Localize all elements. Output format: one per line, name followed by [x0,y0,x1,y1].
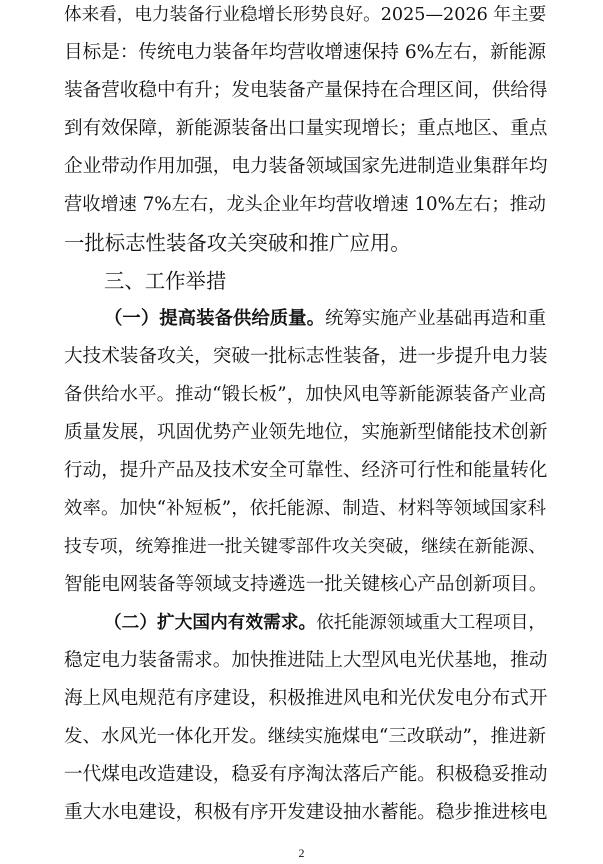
page-number: 2 [298,846,305,860]
paragraph-line: 体来看，电力装备行业稳增长形势良好。2025—2026 年主要 [64,5,547,25]
paragraph-line: 一代煤电改造建设，稳妥有序淘汰落后产能。积极稳妥推动 [64,764,548,785]
item-first-line [104,610,546,636]
paragraph-line: 装备营收稳中有升；发电装备产量保持在合理区间，供给得 [64,80,548,101]
paragraph-line: 到有效保障，新能源装备出口量实现增长；重点地区、重点 [64,118,548,139]
section-heading: 三、工作举措 [104,269,227,293]
item-first-line-text: 统筹实施产业基础再造和重 [325,308,546,329]
paragraph-line: 营收增速 7%左右，龙头企业年均营收增速 10%左右；推动 [64,194,546,215]
paragraph-line: 备供给水平。推动“锻长板”，加快风电等新能源装备产业高 [64,384,546,405]
paragraph-line: 大技术装备攻关，突破一批标志性装备，进一步提升电力装 [64,346,548,367]
item-heading: （二）扩大国内有效需求。 [104,612,317,633]
paragraph-line: 效率。加快“补短板”，依托能源、制造、材料等领域国家科 [64,498,546,519]
paragraph-line: 行动，提升产品及技术安全可靠性、经济可行性和能量转化 [64,460,548,481]
paragraph-line: 质量发展，巩固优势产业领先地位，实施新型储能技术创新 [64,422,548,443]
paragraph-line: 技专项，统筹推进一批关键零部件攻关突破，继续在新能源、 [64,536,546,557]
paragraph-line: 海上风电规范有序建设，积极推进风电和光伏发电分布式开 [64,688,548,709]
paragraph-line: 重大水电建设，积极有序开发建设抽水蓄能。稳步推进核电 [64,802,548,823]
paragraph-line: 智能电网装备等领域支持遴选一批关键核心产品创新项目。 [64,574,548,595]
paragraph-line: 一批标志性装备攻关突破和推广应用。 [64,231,411,255]
item-heading: （一）提高装备供给质量。 [104,308,325,329]
item-first-line [104,306,546,332]
paragraph-line: 目标是：传统电力装备年均营收增速保持 6%左右，新能源 [64,42,546,63]
item-first-line-text: 依托能源领域重大工程项目， [316,613,546,633]
paragraph-line: 发、水风光一体化开发。继续实施煤电“三改联动”，推进新 [64,726,546,747]
paragraph-line: 企业带动作用加强，电力装备领域国家先进制造业集群年均 [64,156,548,177]
paragraph-line: 稳定电力装备需求。加快推进陆上大型风电光伏基地，推动 [64,650,548,671]
